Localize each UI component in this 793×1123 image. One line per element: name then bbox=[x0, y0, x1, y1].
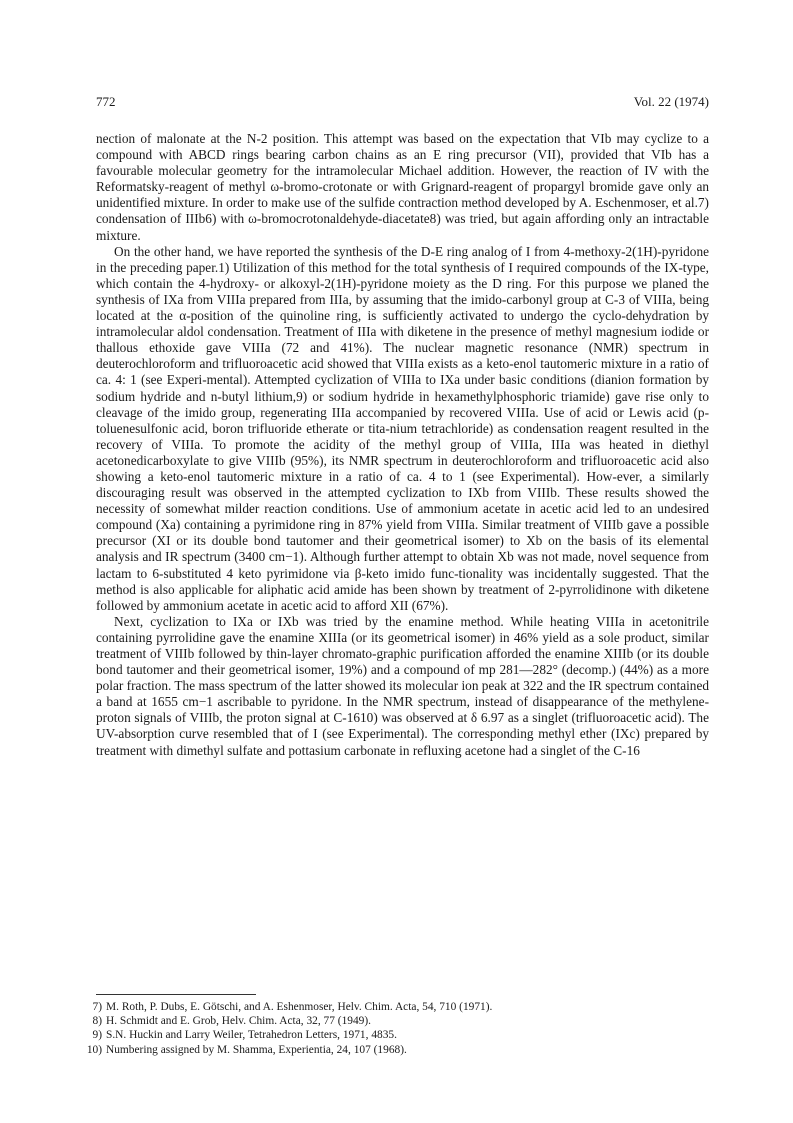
paragraph-2: On the other hand, we have reported the synthesis of the D-E ring analog of I from 4-methoxy-2(1H)-pyridone in the preceding paper.1) Utilization of this method for the total synthesis of I required compounds of the IX-type, which contain the 4-hydroxy- or alkoxyl-2(1H)-pyridone moiety as the D ring. For this purpose we planed the synthesis of IXa from VIIIa prepared from IIIa, by assuming that the imido-carbonyl group at C-3 of VIIIa, being located at the α-position of the quinoline ring, is sufficiently activated to undergo the cyclo-dehydration by intramolecular aldol condensation. Treatment of IIIa with diketene in the presence of methyl magnesium iodide or thallous ethoxide gave VIIIa (72 and 41%). The nuclear magnetic resonance (NMR) spectrum in deuterochloroform and trifluoroacetic acid showed that VIIIa exists as a keto-enol tautomeric mixture in a ratio of ca. 4: 1 (see Experi-mental). Attempted cyclization of VIIIa to IXa under basic conditions (dianion formation by sodium hydride and n-butyl lithium,9) or sodium hydride in hexamethylphosphoric triamide) gave rise only to cleavage of the imido group, regenerating IIIa accompanied by recovered VIIIa. Use of acid or Lewis acid (p-toluenesulfonic acid, boron trifluoride etherate or tita-nium tetrachloride) as condensation reagent resulted in the recovery of VIIIa. To promote the acidity of the methyl group of VIIIa, IIIa was heated in diethyl acetonedicarboxylate to give VIIIb (95%), its NMR spectrum in deuterochloroform and trifluoroacetic acid also showing a keto-enol tautomeric mixture in a ratio of ca. 4 to 1 (see Experimental). How-ever, a similarly discouraging result was observed in the attempted cyclization to IXb from VIIIb. These results showed the necessity of somewhat milder reaction conditions. Use of ammonium acetate in acetic acid led to an undesired compound (Xa) containing a pyrimidone ring in 87% yield from VIIIa. Similar treatment of VIIIb gave a possible precursor (XI or its double bond tautomer and their geometrical isomer) to Xb on the basis of its elemental analysis and IR spectrum (3400 cm−1). Although further attempt to obtain Xb was not made, novel sequence from lactam to 6-substituted 4 keto pyrimidone via β-keto imido func-tionality was incidentally suggested. That the method is also applicable for aliphatic acid amide has been shown by treatment of 2-pyrrolidinone with diketene followed by ammonium acetate in acetic acid to afford XII (67%). bbox=[96, 243, 709, 613]
footnote-text: M. Roth, P. Dubs, E. Götschi, and A. Eshenmoser, Helv. Chim. Acta, 54, 710 (1971). bbox=[106, 1001, 493, 1013]
footnote-number: 10) bbox=[86, 1043, 102, 1056]
footnote-divider bbox=[96, 994, 256, 995]
volume-label: Vol. 22 (1974) bbox=[633, 94, 709, 109]
footnote-9 bbox=[80, 1028, 709, 1042]
footnote-number: 7) bbox=[92, 1001, 102, 1013]
footnote-text: Numbering assigned by M. Shamma, Experientia, 24, 107 (1968). bbox=[106, 1043, 407, 1056]
footnote-10 bbox=[80, 1043, 709, 1057]
footnote-text: S.N. Huckin and Larry Weiler, Tetrahedron Letters, 1971, 4835. bbox=[106, 1029, 397, 1042]
running-header bbox=[96, 94, 709, 110]
footnote-number: 9) bbox=[92, 1029, 102, 1042]
footnote-8 bbox=[80, 1014, 709, 1028]
paragraph-1: nection of malonate at the N-2 position. This attempt was based on the expectation that VIb may cyclize to a compound with ABCD rings bearing carbon chains as an E ring precursor (VII), provided that VIb has a favourable molecular geometry for the intramolecular Michael addition. However, the reaction of IV with the Reformatsky-reagent of methyl ω-bromo-crotonate or with Grignard-reagent of propargyl bromide gave only an unidentified mixture. In order to make use of the sulfide contraction method developed by A. Eschenmoser, et al.7) condensation of IIIb6) with ω-bromocrotonaldehyde-diacetate8) was tried, but again affording only an intractable mixture. bbox=[96, 131, 709, 243]
article-body bbox=[96, 131, 709, 759]
footnote-number: 8) bbox=[92, 1015, 102, 1028]
page-number: 772 bbox=[96, 94, 116, 109]
footnotes bbox=[80, 1000, 709, 1057]
footnote-7 bbox=[80, 1000, 709, 1014]
paragraph-3: Next, cyclization to IXa or IXb was tried by the enamine method. While heating VIIIa in acetonitrile containing pyrrolidine gave the enamine XIIIa (or its geometrical isomer) in 46% yield as a sole product, similar treatment of VIIIb followed by thin-layer chromato-graphic purification afforded the enamine XIIIb (or its double bond tautomer and their geometrical isomer, 19%) and a compound of mp 281—282° (decomp.) (44%) as a more polar fraction. The mass spectrum of the latter showed its molecular ion peak at 322 and the IR spectrum contained a band at 1655 cm−1 ascribable to pyridone. In the NMR spectrum, instead of disappearance of the methylene-proton signals of VIIIb, the proton signal at C-1610) was observed at δ 6.97 as a singlet (trifluoroacetic acid). The UV-absorption curve resembled that of I (see Experimental). The corresponding methyl ether (IXc) prepared by treatment with dimethyl sulfate and pottasium carbonate in refluxing acetone had a singlet of the C-16 bbox=[96, 613, 709, 758]
footnote-text: H. Schmidt and E. Grob, Helv. Chim. Acta, 32, 77 (1949). bbox=[106, 1015, 372, 1028]
